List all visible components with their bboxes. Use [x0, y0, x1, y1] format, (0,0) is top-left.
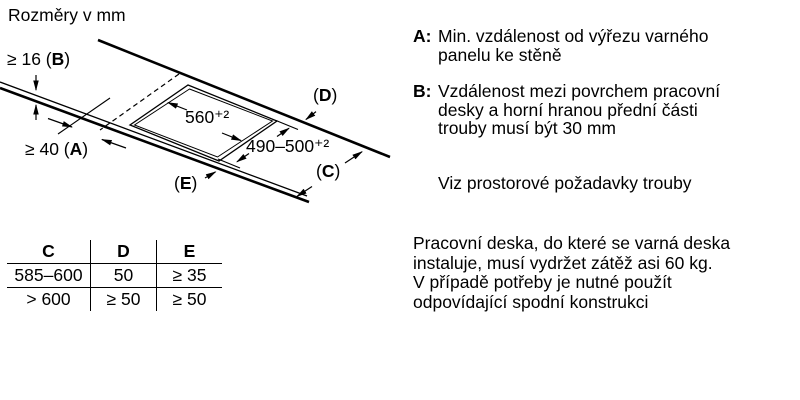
- depth-dim-extension-right: [276, 121, 298, 130]
- label-d-arrow: [306, 112, 316, 120]
- page-title: Rozměry v mm: [8, 5, 126, 25]
- table-cell: ≥ 50: [91, 288, 157, 311]
- note-b-text: [438, 82, 720, 138]
- dim-a-letter: A: [69, 139, 83, 159]
- note-b-line: Vzdálenost mezi povrchem pracovní: [438, 81, 721, 101]
- table-cell: 50: [91, 264, 157, 288]
- label-d-suffix: ): [331, 85, 338, 105]
- dim-a-suffix: ): [82, 139, 89, 159]
- note-worktop-load: [413, 234, 730, 313]
- note-a: [413, 27, 708, 64]
- label-e-prefix: (: [174, 173, 180, 193]
- dim-560-arrow-right: [222, 133, 241, 141]
- note-a-text: [438, 27, 708, 64]
- dimension-table: [7, 240, 222, 311]
- note-b: [413, 82, 720, 138]
- note-b-label: B:: [413, 81, 432, 101]
- dim-b-prefix: ≥ 16 (: [7, 49, 52, 69]
- note-worktop-line: instaluje, musí vydržet zátěž asi 60 kg.: [413, 252, 713, 273]
- dim-b-suffix: ): [64, 49, 71, 69]
- table-cell: ≥ 35: [157, 264, 222, 288]
- dim-c-arrow-back: [345, 152, 362, 163]
- note-b-line: trouby musí být 30 mm: [438, 118, 616, 138]
- label-e: [174, 175, 197, 193]
- table-cell: > 600: [7, 288, 91, 311]
- note-worktop-line: V případě potřeby je nutné použít: [413, 272, 672, 293]
- note-see-oven-requirements: Viz prostorové požadavky trouby: [438, 173, 692, 193]
- table-cell: ≥ 50: [172, 289, 207, 309]
- label-e-arrow: [205, 172, 216, 178]
- label-c-letter: C: [321, 161, 335, 181]
- dim-a-label: [25, 141, 88, 159]
- dim-b-label: [7, 51, 70, 69]
- note-worktop-line: Pracovní deska, do které se varná deska: [413, 233, 731, 253]
- dim-a-prefix: ≥ 40 (: [25, 139, 70, 159]
- table-cell: 585–600: [7, 264, 91, 288]
- label-c-prefix: (: [316, 161, 322, 181]
- note-a-line: Min. vzdálenost od výřezu varného: [438, 26, 709, 46]
- label-c-suffix: ): [334, 161, 341, 181]
- note-worktop-line: odpovídající spodní konstrukci: [413, 292, 649, 313]
- dim-a-arrow-right: [48, 119, 72, 128]
- note-a-line: panelu ke stěně: [438, 44, 562, 65]
- label-d: [313, 87, 337, 105]
- label-d-letter: D: [318, 85, 332, 105]
- label-d-prefix: (: [313, 85, 319, 105]
- note-b-line: desky a horní hranou přední části: [438, 99, 698, 120]
- dim-b-letter: B: [51, 49, 65, 69]
- label-e-letter: E: [179, 173, 192, 193]
- table-header-c: C: [7, 240, 91, 264]
- label-e-suffix: ): [191, 173, 198, 193]
- table-header-e: E: [157, 240, 222, 264]
- dim-a-arrow-left: [102, 140, 126, 149]
- label-c: [316, 163, 340, 181]
- note-a-label: A:: [413, 26, 432, 46]
- dim-depth-label: 490–500⁺²: [246, 136, 330, 156]
- dim-width-label: 560⁺²: [185, 107, 230, 127]
- table-header-d: D: [91, 240, 157, 264]
